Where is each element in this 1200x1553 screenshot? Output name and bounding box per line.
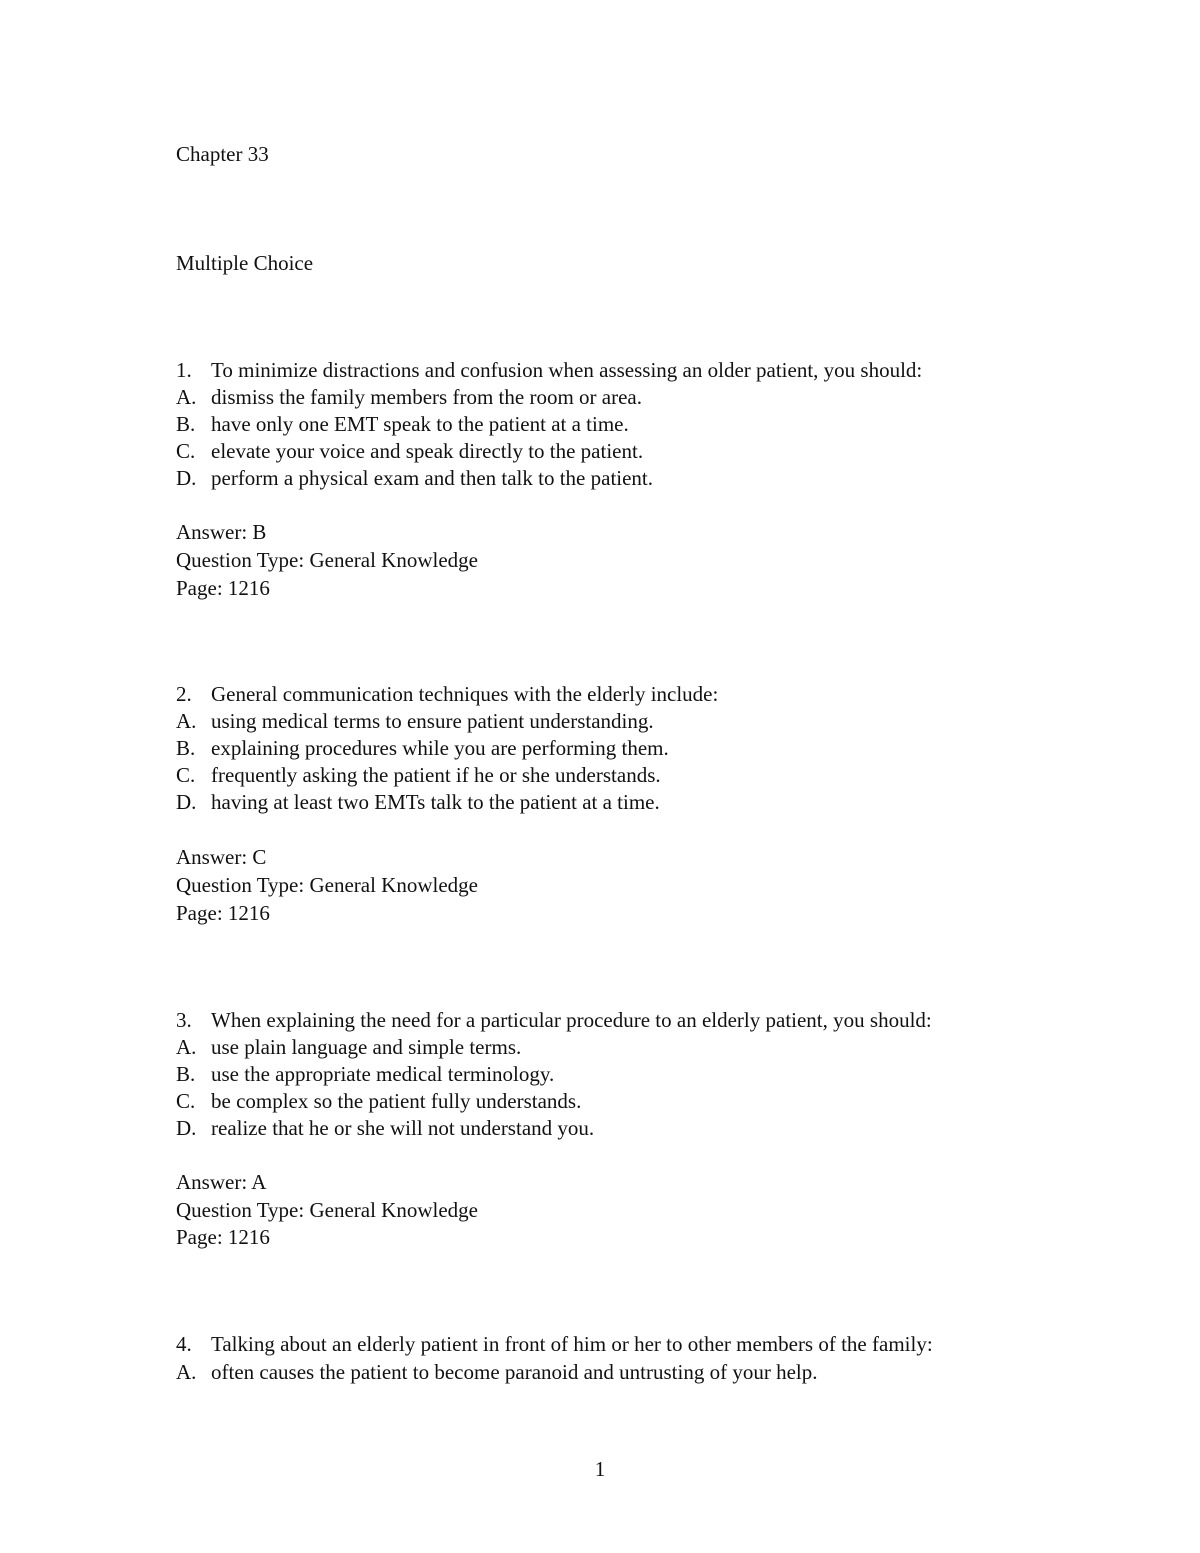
page-reference: Page: 1216 xyxy=(176,901,270,925)
option-a xyxy=(176,1034,521,1061)
question-text: When explaining the need for a particular procedure to an elderly patient, you should: xyxy=(211,1008,932,1032)
question-text: General communication techniques with the elderly include: xyxy=(211,682,719,706)
option-c xyxy=(176,438,643,465)
question-type: Question Type: General Knowledge xyxy=(176,873,478,897)
answer: Answer: A xyxy=(176,1170,267,1194)
option-text: having at least two EMTs talk to the patient at a time. xyxy=(211,790,660,814)
option-letter: C. xyxy=(176,763,196,787)
option-text: elevate your voice and speak directly to the patient. xyxy=(211,439,644,463)
option-d xyxy=(176,465,653,492)
question-stem xyxy=(176,681,718,708)
question-number: 3. xyxy=(176,1008,192,1032)
option-d xyxy=(176,1115,594,1142)
question-number: 1. xyxy=(176,358,192,382)
option-b xyxy=(176,411,629,438)
option-text: perform a physical exam and then talk to the patient. xyxy=(211,466,654,490)
question-type: Question Type: General Knowledge xyxy=(176,548,478,572)
option-text: realize that he or she will not understand you. xyxy=(211,1116,595,1140)
option-b xyxy=(176,735,669,762)
answer: Answer: B xyxy=(176,520,267,544)
option-text: be complex so the patient fully understands. xyxy=(211,1089,582,1113)
section-title: Multiple Choice xyxy=(176,251,314,275)
option-a xyxy=(176,384,642,411)
page-reference: Page: 1216 xyxy=(176,1225,270,1249)
page-number: 1 xyxy=(594,1457,606,1481)
question-number: 4. xyxy=(176,1332,192,1356)
answer: Answer: C xyxy=(176,845,267,869)
question-stem xyxy=(176,1007,932,1034)
option-letter: A. xyxy=(176,1360,197,1384)
option-letter: B. xyxy=(176,412,196,436)
option-letter: D. xyxy=(176,790,197,814)
chapter-title: Chapter 33 xyxy=(176,142,269,166)
option-text: often causes the patient to become paranoid and untrusting of your help. xyxy=(211,1360,818,1384)
option-letter: B. xyxy=(176,736,196,760)
option-d xyxy=(176,789,660,816)
option-text: use plain language and simple terms. xyxy=(211,1035,522,1059)
option-text: have only one EMT speak to the patient at a time. xyxy=(211,412,629,436)
option-a xyxy=(176,1359,818,1386)
option-text: dismiss the family members from the room or area. xyxy=(211,385,642,409)
option-a xyxy=(176,708,654,735)
question-type: Question Type: General Knowledge xyxy=(176,1198,478,1222)
option-text: use the appropriate medical terminology. xyxy=(211,1062,555,1086)
option-letter: A. xyxy=(176,385,197,409)
question-stem xyxy=(176,1331,933,1358)
question-number: 2. xyxy=(176,682,192,706)
option-text: frequently asking the patient if he or she understands. xyxy=(211,763,661,787)
question-stem xyxy=(176,357,922,384)
option-text: explaining procedures while you are performing them. xyxy=(211,736,669,760)
question-text: Talking about an elderly patient in front of him or her to other members of the family: xyxy=(211,1332,933,1356)
option-letter: D. xyxy=(176,1116,197,1140)
option-letter: C. xyxy=(176,439,196,463)
option-letter: C. xyxy=(176,1089,196,1113)
question-text: To minimize distractions and confusion when assessing an older patient, you should: xyxy=(211,358,923,382)
page-reference: Page: 1216 xyxy=(176,576,270,600)
option-letter: A. xyxy=(176,709,197,733)
option-c xyxy=(176,762,661,789)
option-c xyxy=(176,1088,581,1115)
option-letter: D. xyxy=(176,466,197,490)
option-letter: A. xyxy=(176,1035,197,1059)
option-letter: B. xyxy=(176,1062,196,1086)
option-b xyxy=(176,1061,554,1088)
option-text: using medical terms to ensure patient understanding. xyxy=(211,709,654,733)
